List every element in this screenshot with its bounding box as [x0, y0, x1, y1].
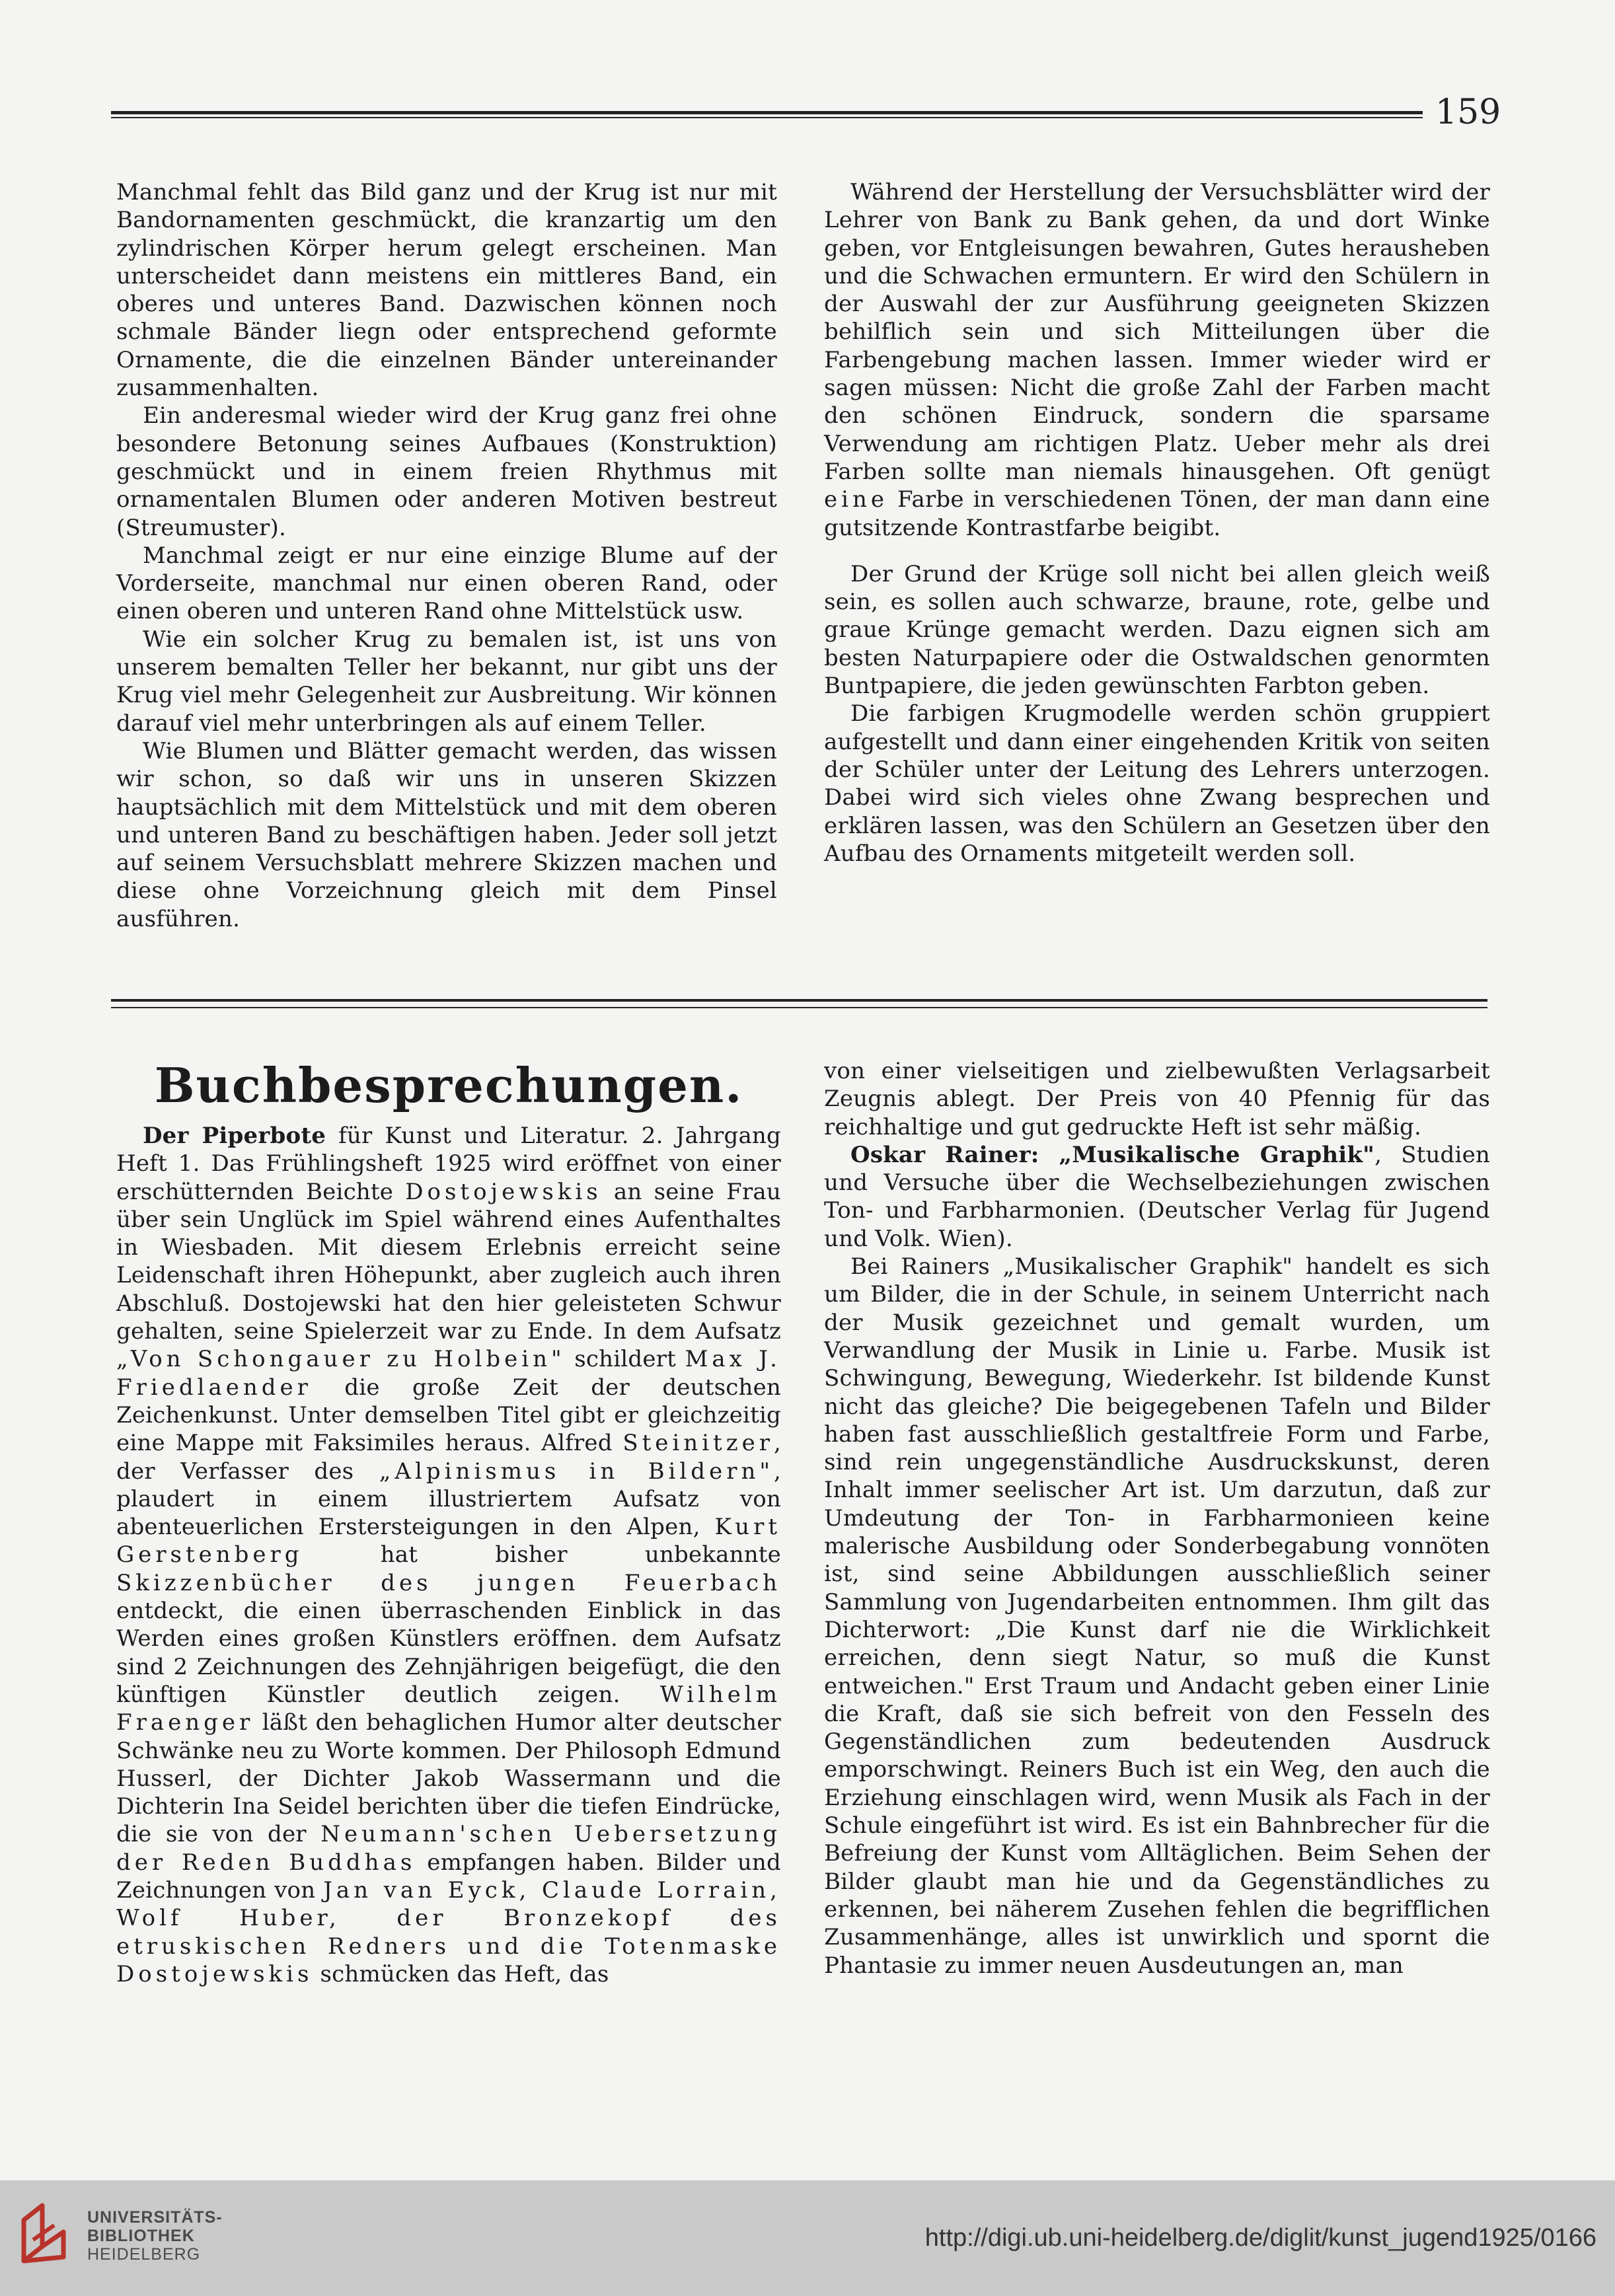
text-run: hat bisher unbekannte [303, 1541, 781, 1569]
paragraph [824, 178, 1490, 542]
spaced-name: Wilhelm Fraenger [116, 1681, 781, 1736]
library-name [87, 2208, 223, 2264]
text-run: für Kunst und Literatur. 2. Jahrgang Heft 1. Das Frühlingsheft 1925 wird eröffnet von einer erschütternden Beichte [116, 1123, 781, 1205]
spaced-title: „Von Schongauer zu Holbein" [116, 1346, 566, 1373]
paragraph: Die farbigen Krugmodelle werden schön gruppiert aufgestellt und dann einer eingehenden Kritik von seiten der Schüler unter der Leitung des Lehrers unterzogen. Dabei wird sich vieles ohne Zwang besprechen und erklären lassen, was den Schülern an Gesetzen über den Aufbau des Ornaments mitgeteilt werden soll. [824, 700, 1490, 867]
text-run: Während der Herstellung der Versuchsblätter wird der Lehrer von Bank zu Bank gehen, da und dort Winke geben, vor Entgleisungen bewahren, Gutes herausheben und die Schwachen ermuntern. Er wird den Schülern in der Auswahl der zur Ausführung geeigneten Skizzen behilflich sein und sich Mitteilungen über die Farbengebung machen lassen. Immer wieder wird er sagen müssen: Nicht die große Zahl der Farben macht den schönen Eindruck, sondern die sparsame Verwendung am richtigen Platz. Ueber mehr als drei Farben sollte man niemals hinausgehen. Oft genügt [824, 179, 1490, 485]
text-run: , Studien und Versuche über die Wechselbeziehungen zwischen Ton- und Farbharmonien. (Deutscher Verlag für Jugend und Volk. Wien). [824, 1141, 1490, 1252]
review-rainer [824, 1141, 1490, 1253]
text-run: entdeckt, die einen überraschenden Einblick in das Werden eines großen Künstlers eröffnen. dem Aufsatz sind 2 Zeichnungen des Zehnjährigen beigefügt, die den künftigen Künstler deutlich zeigen. [116, 1598, 781, 1708]
spaced-names: Jan van Eyck, Claude Lorrain, Wolf Huber, der Bronzekopf des etruskischen Redners und die Totenmaske Dostojewskis [116, 1877, 781, 1987]
lower-right-column [824, 1057, 1490, 1980]
review-heading: Der Piperbote [143, 1123, 326, 1149]
section-divider [111, 999, 1487, 1008]
spaced-name: Kurt Gerstenberg [116, 1514, 781, 1569]
lower-left-column [116, 1122, 781, 1988]
paragraph: Wie ein solcher Krug zu bemalen ist, ist uns von unserem bemalten Teller her bekannt, nur gibt uns der Krug viel mehr Gelegenheit zur Ausbreitung. Wir können darauf viel mehr unterbringen als auf einem Teller. [116, 626, 777, 737]
emphasized-word: eine [824, 486, 889, 513]
header-rule [111, 111, 1423, 118]
spaced-title: Neumann'schen Uebersetzung der Reden Buddhas [116, 1821, 781, 1876]
review-continuation: von einer vielseitigen und zielbewußten Verlagsarbeit Zeugnis ablegt. Der Preis von 40 Pfennig für das reichhaltige und gut gedruckte Heft ist sehr mäßig. [824, 1058, 1490, 1140]
review-heading: Oskar Rainer: „Musikalische Graphik" [850, 1141, 1375, 1168]
text-run: Farbe in verschiedenen Tönen, der man dann eine gutsitzende Kontrastfarbe beigibt. [824, 486, 1491, 541]
upper-right-column [824, 178, 1490, 868]
library-logo-icon [17, 2200, 74, 2266]
text-run: schildert [565, 1346, 685, 1373]
paragraph: Der Grund der Krüge soll nicht bei allen gleich weiß sein, es sollen auch schwarze, braune, rote, gelbe und graue Krünge gemacht werden. Dazu eignen sich am besten Naturpapiere oder die Ostwaldschen genormten Buntpapiere, die jeden gewünschten Farbton geben. [824, 560, 1490, 700]
text-run: an seine Frau über sein Unglück im Spiel während eines Aufenthaltes in Wiesbaden. Mit diesem Erlebnis erreicht seine Leidenschaft ihren Höhepunkt, aber zugleich auch ihren Abschluß. Dostojewski hat den hier geleisteten Schwur gehalten, seine Spielerzeit war zu Ende. In dem Aufsatz [116, 1178, 781, 1345]
paragraph: Bei Rainers „Musikalischer Graphik" handelt es sich um Bilder, die in der Schule, in seinem Unterricht nach der Musik gezeichnet und gemalt wurden, um Verwandlung der Musik in Linie u. Farbe. Musik ist Schwingung, Bewegung, Wiederkehr. Ist bildende Kunst nicht das gleiche? Die beigegebenen Tafeln und Bilder haben fast ausschließlich gestaltfreie Form und Farbe, sind rein ungegenständliche Ausdruckskunst, deren Inhalt immer seelischer Art ist. Um darzutun, daß zur Umdeutung der Ton- in Farbharmonieen keine malerische Ausbildung oder Sonderbegabung vonnöten ist, sind seine Abbildungen ausschließlich seiner Sammlung von Jugendarbeiten entnommen. Ihm gilt das Dichterwort: „Die Kunst darf nie die Wirklichkeit erreichen, denn siegt Natur, so muß die Kunst entweichen." Erst Traum und Andacht geben einer Linie die Kraft, daß sie sich befreit von den Fesseln des Gegenständlichen zum bedeutenden Ausdruck emporschwingt. Reiners Buch ist ein Weg, den auch die Erziehung einschlagen wird, wenn Musik als Fach in der Schule eingeführt ist wird. Es ist ein Bahnbrecher für die Befreiung der Kunst vom Alltäglichen. Beim Sehen der Bilder glaubt man hie und da Gegenständliches zu erkennen, bei näherem Zusehen fehlen die begrifflichen Zusammenhänge, alles ist unwirklich und spornt die Phantasie zu immer neuen Ausdeutungen an, man [824, 1253, 1490, 1979]
paragraph: Manchmal zeigt er nur eine einzige Blume auf der Vorderseite, manchmal nur einen oberen Rand, oder einen oberen und unteren Rand ohne Mittelstück usw. [116, 542, 777, 625]
text-run: die große Zeit der deutschen Zeichenkunst. Unter demselben Titel gibt er gleichzeitig eine Mappe mit Faksimiles heraus. Alfred [116, 1374, 781, 1457]
section-heading: Buchbesprechungen. [154, 1057, 743, 1113]
text-run: läßt den behaglichen Humor alter deutscher Schwänke neu zu Worte kommen. Der Philosoph Edmund Husserl, der Dichter Jakob Wassermann und die Dichterin Ina Seidel berichten über die tiefen Eindrücke, die sie von der [116, 1709, 781, 1848]
text-run: schmücken das Heft, das [313, 1960, 609, 1987]
library-name-line: UNIVERSITÄTS- [87, 2208, 223, 2227]
library-name-line: HEIDELBERG [87, 2245, 201, 2264]
text-run: , der Verfasser des [116, 1430, 781, 1485]
paragraph: Ein anderesmal wieder wird der Krug ganz frei ohne besondere Betonung seines Aufbaues (Konstruktion) geschmückt und in einem freien Rhythmus mit ornamentalen Blumen oder anderen Motiven bestreut (Streumuster). [116, 402, 777, 541]
text-run: empfangen haben. Bilder und Zeichnungen von [116, 1849, 781, 1904]
spaced-name: Max J. Friedlaender [116, 1346, 781, 1401]
spaced-title: „Alpinismus in Bildern" [379, 1458, 774, 1485]
spaced-title: Skizzenbücher des jungen Feuerbach [116, 1569, 781, 1596]
spaced-name: Steinitzer [622, 1430, 774, 1457]
library-name-line: BIBLIOTHEK [87, 2227, 195, 2245]
paragraph: Wie Blumen und Blätter gemacht werden, das wissen wir schon, so daß wir uns in unseren Skizzen hauptsächlich mit dem Mittelstück und mit dem oberen und unteren Band zu beschäftigen haben. Jeder soll jetzt auf seinem Versuchsblatt mehrere Skizzen machen und diese ohne Vorzeichnung gleich mit dem Pinsel ausführen. [116, 737, 777, 932]
upper-left-column [116, 178, 777, 933]
spaced-name: Dostojewskis [405, 1178, 602, 1205]
source-url-link[interactable]: http://digi.ub.uni-heidelberg.de/diglit/kunst_jugend1925/0166 [924, 2224, 1596, 2252]
text-run: , plaudert in einem illustriertem Aufsatz von abenteuerlichen Erstersteigungen in den Alpen, [116, 1458, 781, 1541]
paragraph: Manchmal fehlt das Bild ganz und der Krug ist nur mit Bandornamenten geschmückt, die kranzartig um den zylindrischen Körper herum gelegt erscheinen. Man unterscheidet dann meistens ein mittleres Band, ein oberes und unteres Band. Dazwischen können noch schmale Bänder liegn oder entsprechend geformte Ornamente, die die einzelnen Bänder untereinander zusammenhalten. [116, 179, 777, 402]
library-footer [0, 2180, 1615, 2296]
page-number: 159 [1435, 93, 1501, 132]
review-piperbote [116, 1122, 781, 1988]
